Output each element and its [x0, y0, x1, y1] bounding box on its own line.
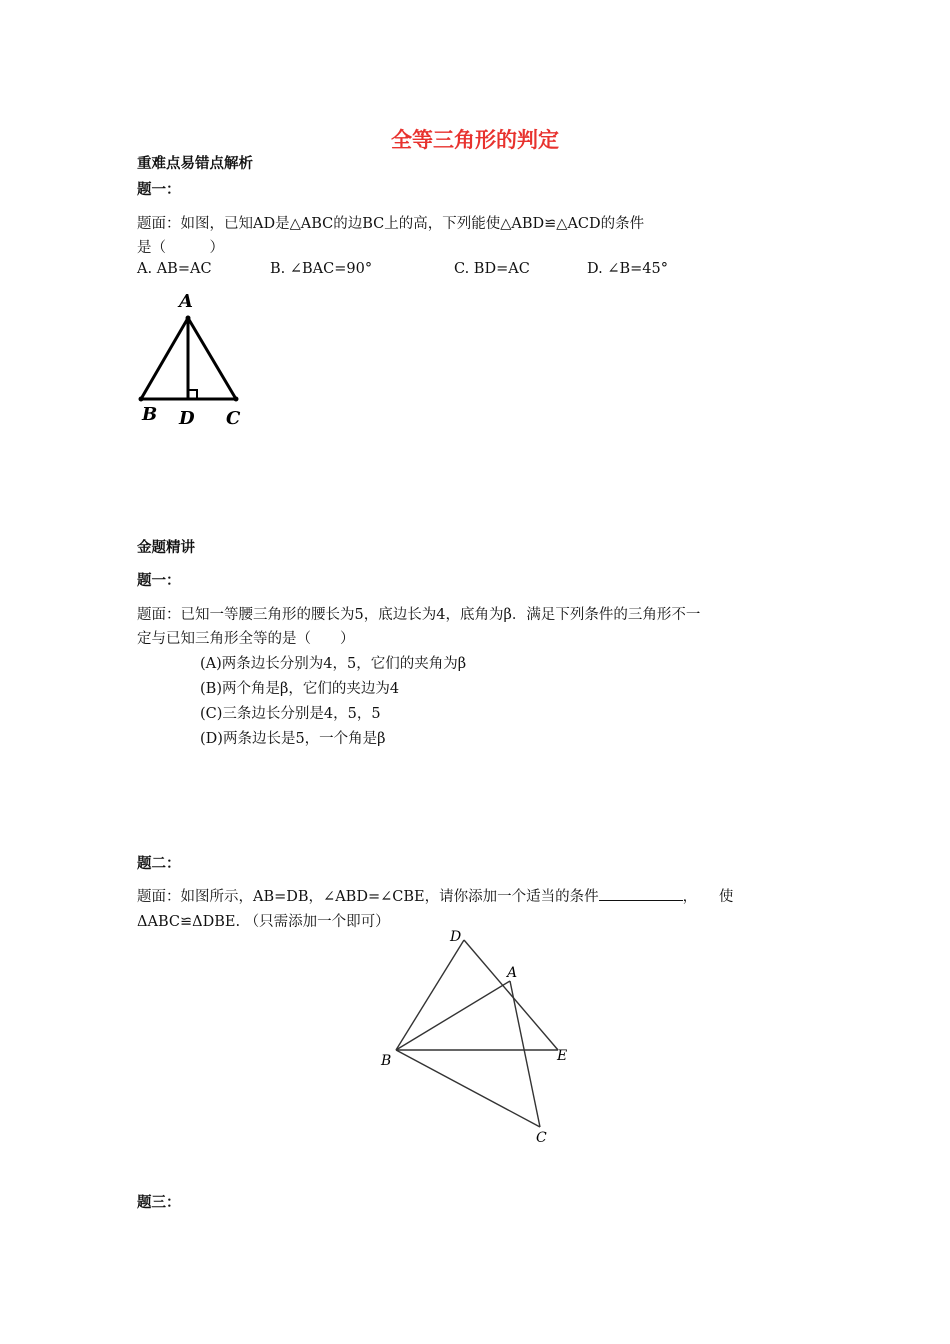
- question-stem: 是（ ）: [137, 240, 224, 256]
- label-b: B: [381, 1053, 392, 1069]
- label-c: C: [226, 408, 241, 429]
- triangle-altitude-figure: [130, 288, 260, 433]
- label-e: E: [557, 1048, 568, 1064]
- vertex-b: [139, 397, 144, 402]
- side-ab: [141, 318, 188, 399]
- question-stem: 题面：已知一等腰三角形的腰长为5，底边长为4，底角为β．满足下列条件的三角形不一: [137, 607, 701, 623]
- question-label: 题二：: [137, 856, 181, 872]
- option-a: (A)两条边长分别为4，5，它们的夹角为β: [200, 656, 467, 672]
- option-a: A. AB=AC: [137, 261, 212, 277]
- question-label: 题三：: [137, 1195, 181, 1211]
- page-title: 全等三角形的判定: [391, 128, 559, 152]
- question-stem: 题面：如图，已知AD是△ABC的边BC上的高，下列能使△ABD≌△ACD的条件: [137, 216, 645, 232]
- segment-bc: [396, 1050, 540, 1127]
- question-stem: [137, 885, 733, 906]
- side-ac: [188, 318, 236, 399]
- label-a: A: [507, 965, 518, 981]
- segment-db: [396, 940, 464, 1050]
- option-b: B. ∠BAC=90°: [270, 261, 373, 277]
- answer-blank[interactable]: [599, 886, 683, 901]
- segment-de: [464, 940, 558, 1050]
- label-a: A: [179, 291, 193, 312]
- question-stem-part: ， 使: [682, 889, 734, 905]
- question-label: 题一：: [137, 573, 181, 589]
- question-label: 题一：: [137, 182, 181, 198]
- option-c: C. BD=AC: [454, 261, 530, 277]
- label-c: C: [536, 1130, 547, 1146]
- option-d: (D)两条边长是5，一个角是β: [200, 731, 386, 747]
- section-heading-key-points: 重难点易错点解析: [137, 156, 253, 172]
- option-b: (B)两个角是β，它们的夹边为4: [200, 681, 400, 697]
- question-stem-part: 题面：如图所示，AB=DB，∠ABD=∠CBE，请你添加一个适当的条件: [137, 889, 599, 905]
- label-b: B: [142, 404, 158, 425]
- label-d: D: [450, 929, 462, 945]
- question-stem: 定与已知三角形全等的是（ ）: [137, 631, 355, 647]
- option-d: D. ∠B=45°: [587, 261, 668, 277]
- option-c: (C)三条边长分别是4，5，5: [200, 706, 381, 722]
- label-d: D: [179, 408, 195, 429]
- segment-ac: [510, 981, 540, 1127]
- question-stem: ΔABC≌ΔDBE. （只需添加一个即可）: [137, 914, 390, 930]
- triangles-abc-dbe-figure: [370, 922, 590, 1152]
- section-heading-gold-problems: 金题精讲: [137, 540, 195, 556]
- vertex-c: [234, 397, 239, 402]
- segment-ba: [396, 981, 510, 1050]
- vertex-a: [186, 316, 191, 321]
